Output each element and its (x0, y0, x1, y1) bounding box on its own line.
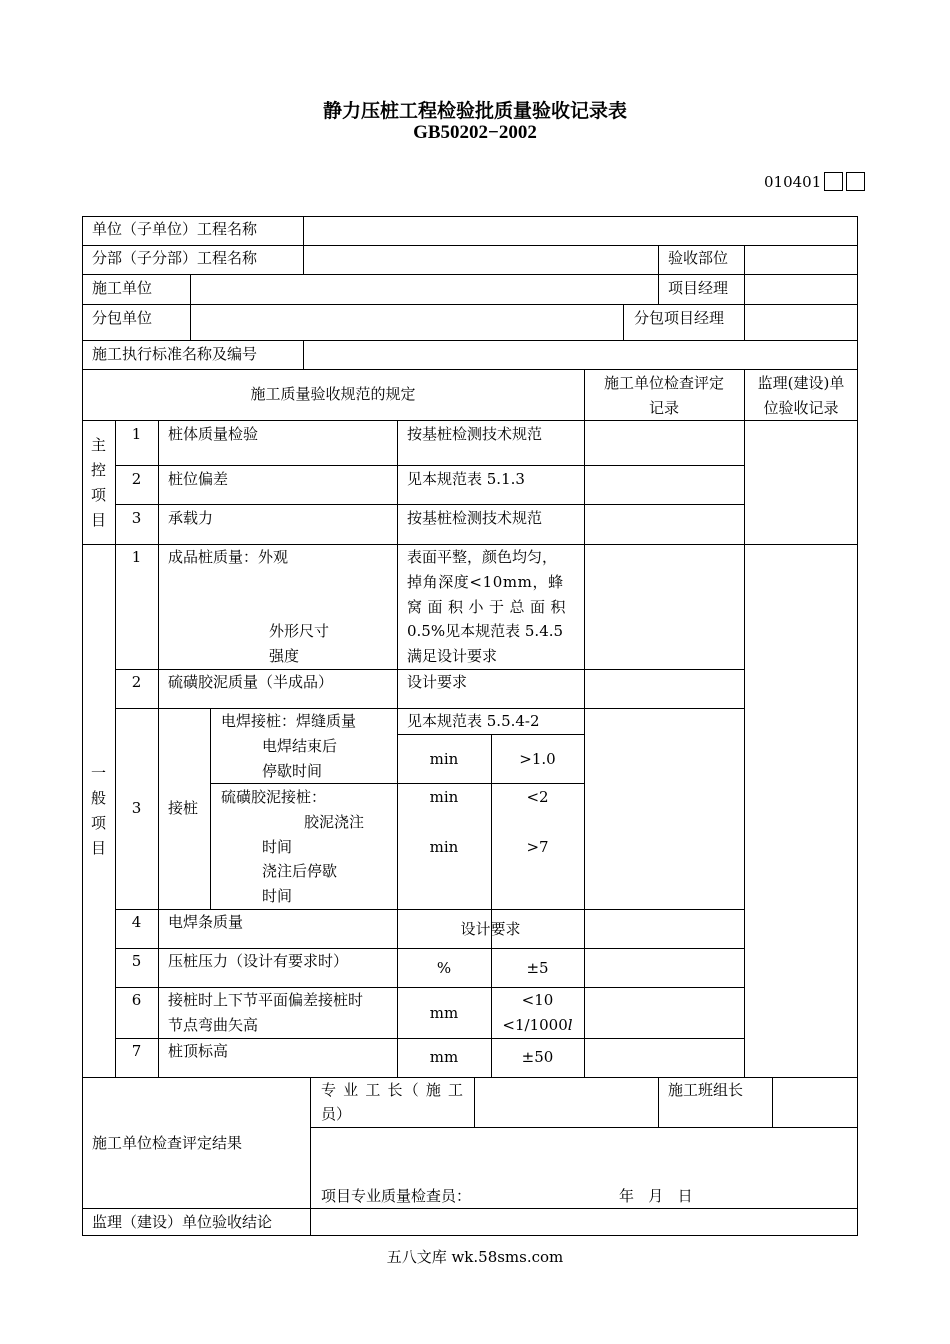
after-pour-label-1: 浇注后停歇 (262, 862, 338, 880)
general-item-1-name: 成品桩质量：外观 (168, 548, 289, 566)
form-code (764, 172, 865, 191)
main-items-label-1: 主 (90, 436, 106, 454)
general-item-1-req-line-5: 满足设计要求 (407, 647, 498, 665)
main-item-1-name: 桩体质量检验 (168, 425, 259, 443)
pour-time-unit: min (429, 788, 459, 806)
general-item-5-name: 压桩压力（设计有要求时） (168, 952, 349, 970)
main-item-2-name: 桩位偏差 (168, 470, 229, 488)
general-item-2-name: 硫磺胶泥质量（半成品） (168, 673, 334, 691)
general-item-7-unit: mm (429, 1048, 459, 1066)
general-item-7-name: 桩顶标高 (168, 1042, 229, 1060)
general-item-7-no: 7 (131, 1042, 142, 1060)
supervision-header-1: 监理(建设)单 (757, 374, 845, 392)
sub-project-label: 分部（子分部）工程名称 (92, 249, 258, 267)
main-item-1-req: 按基桩检测技术规范 (407, 425, 543, 443)
general-items-label-1: 一 (90, 764, 106, 782)
date-label: 年 月 日 (619, 1187, 693, 1205)
weld-stop-label-2: 停歇时间 (262, 762, 323, 780)
main-item-1-no: 1 (131, 425, 142, 443)
general-item-1-req-line-2: 掉角深度<10mm，蜂 (407, 573, 564, 591)
main-items-label-2: 控 (90, 461, 106, 479)
code-box-2[interactable] (846, 172, 865, 191)
general-items-label-3: 项 (90, 814, 106, 832)
general-item-6-value-2-suffix: l (567, 1016, 573, 1034)
after-pour-value: >7 (526, 838, 549, 856)
self-check-header-1: 施工单位检查评定 (603, 374, 724, 392)
pour-time-label-1: 胶泥浇注 (304, 813, 365, 831)
unit-project-label: 单位（子单位）工程名称 (92, 220, 258, 238)
sulfur-joint-label: 硫磺胶泥接桩： (221, 788, 327, 806)
foreman-label-1: 专 业 工 长（ 施 工 (321, 1081, 465, 1099)
form-code-number: 010401 (764, 172, 822, 191)
page-title: 静力压桩工程检验批质量验收记录表 (322, 100, 627, 122)
acceptance-part-label: 验收部位 (668, 249, 729, 267)
general-item-3-name: 接桩 (168, 799, 199, 817)
supervision-header-2: 位验收记录 (763, 399, 839, 417)
self-check-header-2: 记录 (648, 399, 679, 417)
subcontract-unit-label: 分包单位 (92, 309, 153, 327)
general-item-1-req-line-1: 表面平整，颜色均匀， (407, 548, 558, 566)
general-item-7-value: ±50 (521, 1048, 554, 1066)
general-item-4-req: 设计要求 (460, 920, 521, 938)
footer-watermark: 五八文库 wk.58sms.com (386, 1248, 564, 1266)
general-item-6-value-2-text: <1/1000 (502, 1016, 568, 1034)
quality-inspector-label: 项目专业质量检查员： (321, 1187, 472, 1205)
main-item-2-no: 2 (131, 470, 142, 488)
main-items-label-4: 目 (90, 511, 106, 529)
main-item-2-req: 见本规范表 5.1.3 (407, 470, 525, 488)
general-item-6-unit: mm (429, 1004, 459, 1022)
standard-name-label: 施工执行标准名称及编号 (92, 345, 258, 363)
subcontract-manager-label: 分包项目经理 (634, 309, 725, 327)
after-pour-label-2: 时间 (262, 887, 293, 905)
check-result-label: 施工单位检查评定结果 (92, 1134, 243, 1152)
general-item-6-no: 6 (131, 991, 142, 1009)
main-item-3-no: 3 (131, 509, 142, 527)
team-leader-label: 施工班组长 (668, 1081, 744, 1099)
general-item-5-unit: % (436, 959, 452, 977)
foreman-label-2: 员） (321, 1105, 352, 1123)
weld-joint-label: 电焊接桩：焊缝质量 (221, 712, 357, 730)
general-item-1-req-line-3: 窝面积小于总面积 (407, 598, 572, 616)
general-item-5-value: ±5 (526, 959, 549, 977)
general-item-6-name-1: 接桩时上下节平面偏差接桩时 (168, 991, 364, 1009)
general-item-6-value-1: <10 (521, 991, 554, 1009)
general-items-label-4: 目 (90, 839, 106, 857)
code-box-1[interactable] (824, 172, 843, 191)
general-item-6-name-2: 节点弯曲矢高 (168, 1016, 259, 1034)
weld-stop-unit: min (429, 750, 459, 768)
general-item-4-no: 4 (131, 913, 142, 931)
general-item-6-value-2 (491, 1013, 584, 1038)
general-item-5-no: 5 (131, 952, 142, 970)
main-item-3-req: 按基桩检测技术规范 (407, 509, 543, 527)
general-item-4-name: 电焊条质量 (168, 913, 244, 931)
pour-time-label-2: 时间 (262, 838, 293, 856)
general-item-1-strength: 强度 (269, 647, 300, 665)
acceptance-form-table (82, 216, 858, 1236)
after-pour-unit: min (429, 838, 459, 856)
spec-column-header: 施工质量验收规范的规定 (250, 385, 416, 403)
weld-joint-req: 见本规范表 5.5.4-2 (407, 712, 540, 730)
weld-stop-value: >1.0 (519, 750, 556, 768)
general-items-label-2: 般 (90, 789, 106, 807)
general-item-3-no: 3 (131, 799, 142, 817)
general-item-1-size: 外形尺寸 (269, 622, 330, 640)
project-manager-label: 项目经理 (668, 279, 729, 297)
general-item-1-req-line-4: 0.5%见本规范表 5.4.5 (407, 622, 564, 640)
weld-stop-label-1: 电焊结束后 (262, 737, 338, 755)
supervision-conclusion-label: 监理（建设）单位验收结论 (92, 1213, 273, 1231)
general-item-2-req: 设计要求 (407, 673, 468, 691)
general-item-2-no: 2 (131, 673, 142, 691)
main-items-label-3: 项 (90, 486, 106, 504)
general-item-1-no: 1 (131, 548, 142, 566)
standard-code: GB50202−2002 (413, 122, 537, 143)
main-item-3-name: 承载力 (168, 509, 214, 527)
pour-time-value: <2 (526, 788, 549, 806)
construction-unit-label: 施工单位 (92, 279, 153, 297)
